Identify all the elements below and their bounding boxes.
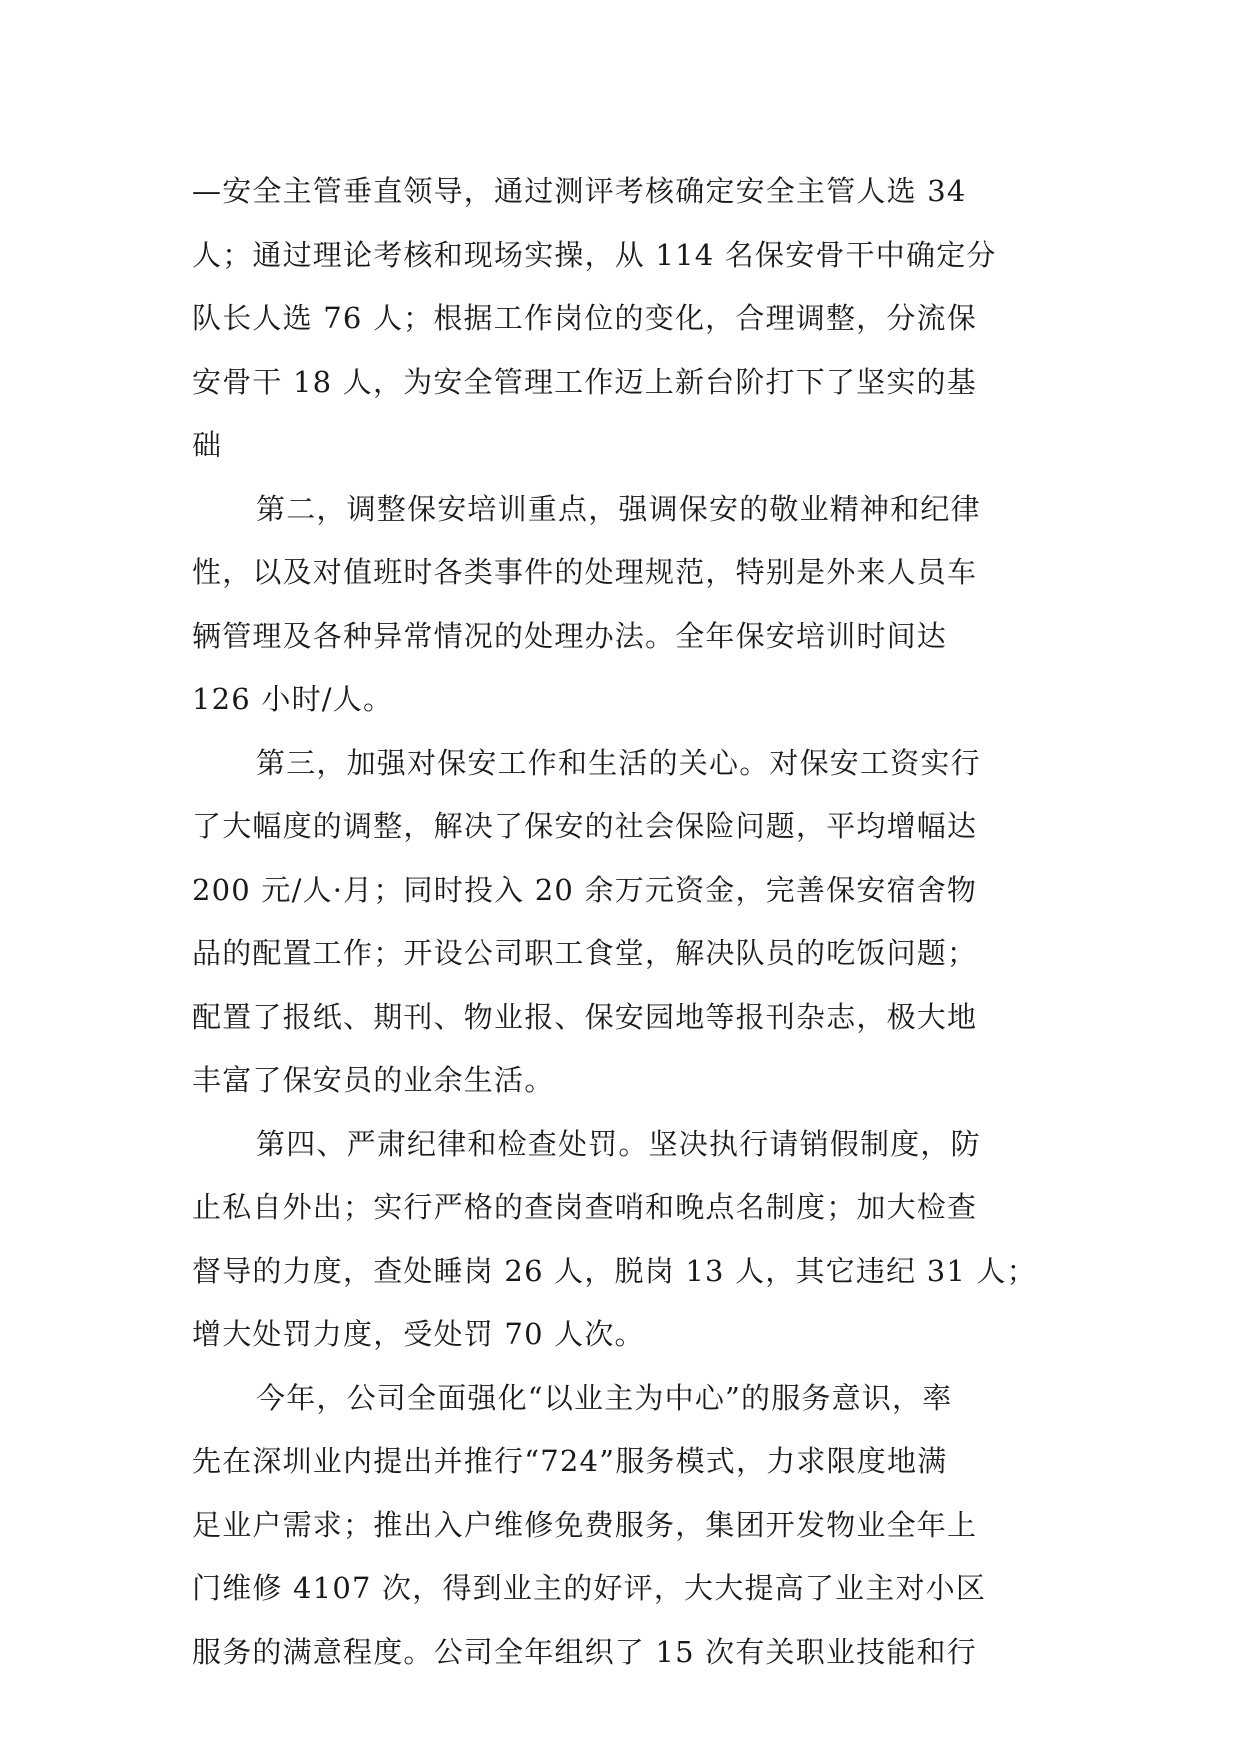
paragraph-service-model bbox=[192, 1367, 1052, 1685]
paragraph-safety-supervisors bbox=[192, 160, 1052, 478]
paragraph-line: 门维修 4107 次，得到业主的好评，大大提高了业主对小区 bbox=[192, 1571, 987, 1605]
paragraph-line: 了大幅度的调整，解决了保安的社会保险问题，平均增幅达 bbox=[192, 809, 978, 843]
paragraph-line: 队长人选 76 人；根据工作岗位的变化，合理调整，分流保 bbox=[192, 301, 977, 335]
paragraph-line: 增大处罚力度，受处罚 70 人次。 bbox=[192, 1317, 645, 1351]
document-page bbox=[192, 160, 1052, 1684]
paragraph-second-training bbox=[192, 478, 1052, 732]
paragraph-line: 第三，加强对保安工作和生活的关心。对保安工资实行 bbox=[256, 745, 981, 780]
paragraph-line: 126 小时/人。 bbox=[192, 682, 394, 716]
paragraph-line: 先在深圳业内提出并推行“724”服务模式，力求限度地满 bbox=[192, 1444, 948, 1478]
paragraph-fourth-discipline bbox=[192, 1113, 1052, 1367]
paragraph-line: —安全主管垂直领导，通过测评考核确定安全主管人选 34 bbox=[192, 174, 967, 208]
paragraph-line: 性，以及对值班时各类事件的处理规范，特别是外来人员车 bbox=[192, 555, 978, 589]
paragraph-line: 200 元/人·月；同时投入 20 余万元资金，完善保安宿舍物 bbox=[192, 872, 978, 907]
paragraph-line: 配置了报纸、期刊、物业报、保安园地等报刊杂志，极大地 bbox=[192, 999, 978, 1034]
paragraph-line: 服务的满意程度。公司全年组织了 15 次有关职业技能和行 bbox=[192, 1634, 977, 1669]
paragraph-line: 础 bbox=[192, 428, 223, 462]
paragraph-line: 足业户需求；推出入户维修免费服务，集团开发物业全年上 bbox=[192, 1507, 978, 1542]
paragraph-line: 第四、严肃纪律和检查处罚。坚决执行请销假制度，防 bbox=[256, 1126, 981, 1161]
paragraph-line: 品的配置工作；开设公司职工食堂，解决队员的吃饭问题； bbox=[192, 936, 978, 970]
paragraph-line: 止私自外出；实行严格的查岗查哨和晚点名制度；加大检查 bbox=[192, 1190, 978, 1224]
paragraph-line: 督导的力度，查处睡岗 26 人，脱岗 13 人，其它违纪 31 人； bbox=[192, 1253, 1037, 1288]
paragraph-line: 第二，调整保安培训重点，强调保安的敬业精神和纪律 bbox=[256, 491, 981, 526]
paragraph-third-welfare bbox=[192, 732, 1052, 1113]
paragraph-line: 丰富了保安员的业余生活。 bbox=[192, 1063, 555, 1097]
paragraph-line: 今年，公司全面强化“以业主为中心”的服务意识，率 bbox=[256, 1380, 953, 1415]
paragraph-line: 安骨干 18 人，为安全管理工作迈上新台阶打下了坚实的基 bbox=[192, 364, 977, 399]
paragraph-line: 辆管理及各种异常情况的处理办法。全年保安培训时间达 bbox=[192, 618, 948, 653]
paragraph-line: 人；通过理论考核和现场实操，从 114 名保安骨干中确定分 bbox=[192, 237, 997, 272]
